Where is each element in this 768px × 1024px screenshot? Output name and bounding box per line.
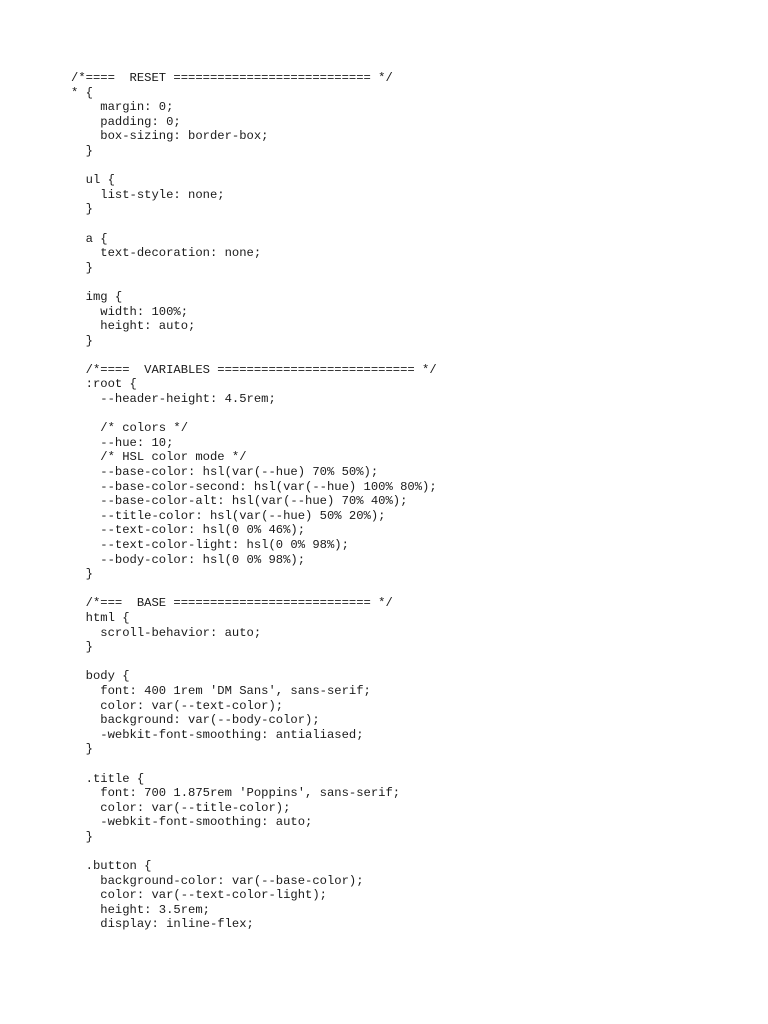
code-line: --base-color-second: hsl(var(--hue) 100% 80%); — [71, 479, 437, 494]
code-line: -webkit-font-smoothing: auto; — [71, 815, 313, 830]
code-line: margin: 0; — [71, 100, 174, 115]
code-line: --body-color: hsl(0 0% 98%); — [71, 552, 306, 567]
code-line: --header-height: 4.5rem; — [71, 392, 276, 407]
blank-line — [71, 655, 437, 670]
code-line: --text-color: hsl(0 0% 46%); — [71, 523, 306, 538]
code-line: display: inline-flex; — [71, 917, 254, 932]
code-line: scroll-behavior: auto; — [71, 625, 262, 640]
code-line: a { — [71, 231, 108, 246]
code-line: } — [71, 640, 93, 655]
blank-line — [71, 407, 437, 422]
code-line: html { — [71, 610, 130, 625]
code-line: } — [71, 567, 93, 582]
code-line: width: 100%; — [71, 304, 189, 319]
code-line: ul { — [71, 173, 115, 188]
code-line: list-style: none; — [71, 187, 225, 202]
code-line: /*==== RESET =========================== */ — [71, 71, 393, 85]
blank-line — [71, 275, 437, 290]
code-line: --title-color: hsl(var(--hue) 50% 20%); — [71, 508, 386, 523]
code-line: body { — [71, 669, 130, 684]
code-line: .title { — [71, 771, 145, 786]
code-line: --hue: 10; — [71, 435, 174, 450]
code-line: .button { — [71, 859, 152, 874]
blank-line — [71, 844, 437, 859]
code-line: font: 700 1.875rem 'Poppins', sans-serif; — [71, 786, 401, 801]
code-line: img { — [71, 289, 123, 304]
code-line: } — [71, 260, 93, 275]
blank-line — [71, 757, 437, 772]
blank-line — [71, 159, 437, 174]
code-line: * { — [71, 85, 93, 100]
code-line: --base-color: hsl(var(--hue) 70% 50%); — [71, 465, 379, 480]
code-line: height: 3.5rem; — [71, 902, 210, 917]
code-line: /*==== VARIABLES =========================== */ — [71, 362, 437, 377]
code-line: } — [71, 202, 93, 217]
blank-line — [71, 582, 437, 597]
code-line: -webkit-font-smoothing: antialiased; — [71, 727, 364, 742]
code-line: color: var(--text-color); — [71, 698, 284, 713]
code-line: font: 400 1rem 'DM Sans', sans-serif; — [71, 683, 371, 698]
code-line: /* HSL color mode */ — [71, 450, 247, 465]
blank-line — [71, 217, 437, 232]
code-line: } — [71, 143, 93, 158]
code-line: --base-color-alt: hsl(var(--hue) 70% 40%); — [71, 494, 408, 509]
code-line: --text-color-light: hsl(0 0% 98%); — [71, 538, 349, 552]
code-line: } — [71, 333, 93, 348]
code-line: height: auto; — [71, 319, 196, 334]
code-line: :root { — [71, 377, 137, 392]
code-line: /* colors */ — [71, 421, 189, 436]
code-line: background-color: var(--base-color); — [71, 873, 364, 888]
code-line: text-decoration: none; — [71, 246, 262, 261]
code-line: padding: 0; — [71, 114, 181, 129]
code-line: } — [71, 742, 93, 757]
blank-line — [71, 348, 437, 363]
code-line: color: var(--text-color-light); — [71, 888, 327, 903]
code-line: } — [71, 829, 93, 844]
code-line: background: var(--body-color); — [71, 713, 320, 728]
code-line: color: var(--title-color); — [71, 800, 291, 815]
css-code-block — [71, 71, 437, 932]
code-line: /*=== BASE =========================== */ — [71, 596, 393, 611]
code-line: box-sizing: border-box; — [71, 129, 269, 144]
